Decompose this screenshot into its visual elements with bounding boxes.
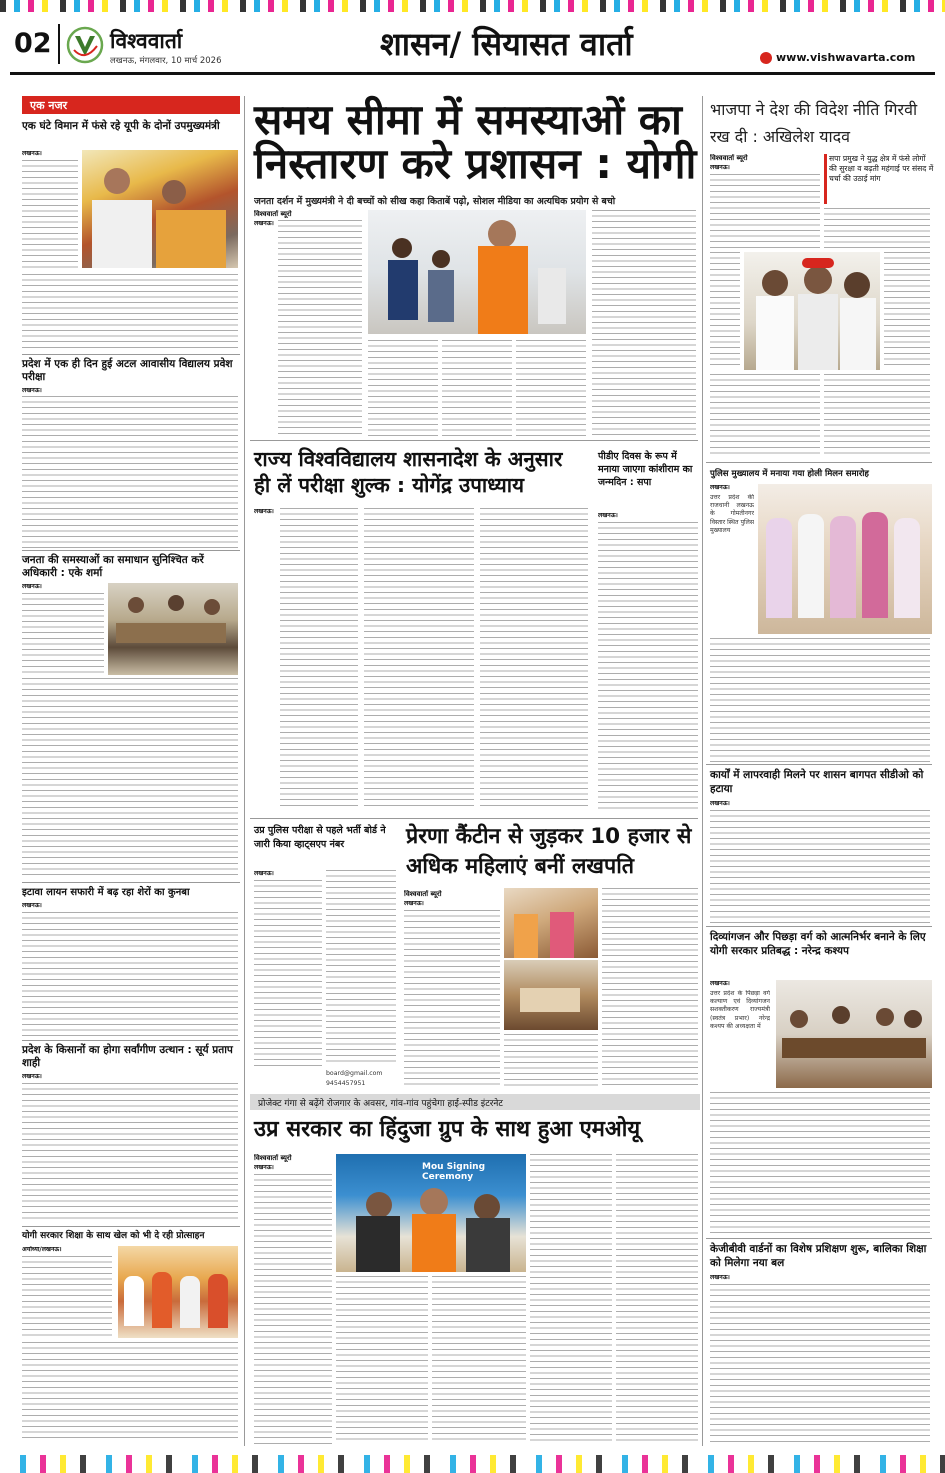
globe-icon bbox=[760, 52, 772, 64]
canteen-col-1 bbox=[404, 910, 500, 1086]
left-divider-3 bbox=[22, 882, 240, 883]
akhilesh-photo bbox=[744, 252, 880, 370]
left-story-1-text-b bbox=[22, 274, 238, 350]
baghpat-story bbox=[706, 766, 932, 926]
left-story-6-dateline: अयोध्या/लखनऊ। bbox=[22, 1246, 62, 1253]
dateline: लखनऊ, मंगलवार, 10 मार्च 2026 bbox=[110, 56, 222, 66]
mou-photo bbox=[336, 1154, 526, 1272]
left-story-1-title: एक घंटे विमान में फंसे रहे यूपी के दोनों उपमुख्यमंत्री bbox=[22, 120, 220, 132]
divyang-story bbox=[706, 928, 932, 1238]
holi-dateline: लखनऊ। bbox=[710, 484, 730, 491]
canteen-byline: विश्ववार्ता ब्यूरो bbox=[404, 890, 442, 898]
ek-nazar-box bbox=[22, 96, 240, 114]
lead-deck: जनता दर्शन में मुख्यमंत्री ने दी बच्चों को सीख कहा किताबें पढ़ो, सोशल मीडिया का अत्यधिक प्रयोग से बचो bbox=[254, 196, 616, 207]
left-story-2-text bbox=[22, 396, 238, 548]
left-story-1-text bbox=[22, 160, 78, 272]
police-story bbox=[250, 822, 398, 1092]
holi-caption: उत्तर प्रदेश की राजधानी लखनऊ के गोमतीनगर विस्तार स्थित पुलिस मुख्यालय bbox=[710, 494, 754, 534]
crop-marks-top bbox=[0, 0, 945, 12]
akhilesh-col-1 bbox=[710, 174, 820, 248]
university-story bbox=[250, 446, 592, 816]
lead-col-3-text bbox=[442, 340, 512, 436]
brand-name: विश्ववार्ता bbox=[110, 29, 183, 53]
canteen-photo-2 bbox=[504, 960, 598, 1030]
ek-nazar-label: एक नजर bbox=[30, 99, 68, 112]
lead-col-1-text bbox=[278, 220, 362, 436]
left-story-3-dateline: लखनऊ। bbox=[22, 583, 42, 590]
lead-headline-2: निस्तारण करे प्रशासन : योगी bbox=[254, 139, 697, 188]
akhilesh-story bbox=[706, 96, 932, 458]
left-story-3-text-b bbox=[22, 678, 238, 878]
column-divider-left bbox=[244, 96, 245, 1446]
canteen-headline-2: अधिक महिलाएं बनीं लखपति bbox=[406, 854, 635, 879]
left-story-1-dateline: लखनऊ। bbox=[22, 150, 42, 157]
left-story-5-dateline: लखनऊ। bbox=[22, 1073, 42, 1080]
left-story-6-title: योगी सरकार शिक्षा के साथ खेल को भी दे रही प्रोत्साहन bbox=[22, 1231, 205, 1241]
divider-baghpat bbox=[706, 764, 932, 765]
university-col-2 bbox=[364, 508, 474, 808]
left-story-3-text bbox=[22, 593, 104, 673]
holi-text bbox=[710, 638, 930, 762]
university-headline-2: ही लें परीक्षा शुल्क : योगेंद्र उपाध्याय bbox=[254, 473, 525, 497]
university-col-3 bbox=[480, 508, 588, 808]
mou-banner: Mou Signing Ceremony bbox=[422, 1162, 486, 1182]
police-email: board@gmail.com bbox=[326, 1070, 383, 1077]
left-story-4-text bbox=[22, 912, 238, 1036]
holi-photo bbox=[758, 484, 932, 634]
left-story-2-title: प्रदेश में एक ही दिन हुई अटल आवासीय विद्यालय प्रवेश परीक्षा bbox=[22, 358, 233, 383]
left-divider-1 bbox=[22, 354, 240, 355]
university-col-1 bbox=[280, 508, 358, 808]
left-story-6-text bbox=[22, 1256, 112, 1336]
divyang-dateline: लखनऊ। bbox=[710, 980, 730, 987]
akhilesh-pullquote-box bbox=[824, 154, 935, 204]
canteen-photo-1 bbox=[504, 888, 598, 958]
lead-headline-1: समय सीमा में समस्याओं का bbox=[254, 95, 682, 144]
canteen-dateline: लखनऊ। bbox=[404, 900, 424, 907]
police-col-2 bbox=[326, 870, 396, 1066]
mou-col-2 bbox=[336, 1276, 428, 1444]
akhilesh-col-4 bbox=[884, 252, 930, 368]
university-dateline: लखनऊ। bbox=[254, 508, 274, 515]
lead-story bbox=[250, 96, 698, 436]
mou-col-3 bbox=[432, 1276, 526, 1444]
lead-photo bbox=[368, 210, 586, 334]
left-divider-2 bbox=[22, 550, 240, 551]
kgbv-story bbox=[706, 1240, 932, 1446]
left-story-5-title: प्रदेश के किसानों का होगा सर्वांगीण उत्थान : सूर्य प्रताप शाही bbox=[22, 1044, 233, 1069]
akhilesh-col-6 bbox=[824, 374, 930, 454]
akhilesh-col-5 bbox=[710, 374, 820, 454]
mou-headline: उप्र सरकार का हिंदुजा ग्रुप के साथ हुआ एमओयू bbox=[254, 1117, 641, 1142]
holi-story bbox=[706, 464, 932, 764]
kgbv-dateline: लखनऊ। bbox=[710, 1274, 730, 1281]
lead-col-5-text bbox=[592, 210, 696, 436]
akhilesh-byline: विश्ववार्ता ब्यूरो bbox=[710, 154, 748, 162]
mou-kicker-bar bbox=[250, 1094, 700, 1110]
mou-col-5 bbox=[616, 1154, 698, 1444]
left-story-2-dateline: लखनऊ। bbox=[22, 387, 42, 394]
left-story-1-photo bbox=[82, 150, 238, 268]
lead-col-2-text bbox=[368, 340, 438, 436]
section-title: शासन/ सियासत वार्ता bbox=[380, 25, 633, 63]
masthead-underline bbox=[10, 72, 935, 75]
kgbv-headline: केजीबीवी वार्डनों का विशेष प्रशिक्षण शुरू, बालिका शिक्षा को मिलेगा नया बल bbox=[710, 1243, 927, 1269]
police-headline: उप्र पुलिस परीक्षा से पहले भर्ती बोर्ड ने जारी किया व्हाट्सएप नंबर bbox=[254, 825, 386, 850]
divyang-headline: दिव्यांगजन और पिछड़ा वर्ग को आत्मनिर्भर बनाने के लिए योगी सरकार प्रतिबद्ध : नरेन्द्र कश्यप bbox=[710, 931, 926, 957]
akhilesh-dateline: लखनऊ। bbox=[710, 164, 730, 171]
mou-dateline: लखनऊ। bbox=[254, 1164, 274, 1171]
akhilesh-pullquote: सपा प्रमुख ने युद्ध क्षेत्र में फंसे लोगों की सुरक्षा व बढ़ती महंगाई पर संसद में चर्चा की उठाई मांग bbox=[829, 154, 934, 183]
left-story-6-photo bbox=[118, 1246, 238, 1338]
baghpat-dateline: लखनऊ। bbox=[710, 800, 730, 807]
police-phone: 9454457951 bbox=[326, 1080, 366, 1087]
left-story-5-text bbox=[22, 1083, 238, 1223]
akhilesh-headline: भाजपा ने देश की विदेश नीति गिरवी रख दी : अखिलेश यादव bbox=[710, 100, 918, 146]
left-story-6-text-b bbox=[22, 1342, 238, 1442]
page-number: 02 bbox=[14, 28, 52, 59]
left-story-4-dateline: लखनऊ। bbox=[22, 902, 42, 909]
lead-col-4-text bbox=[516, 340, 586, 436]
divider-police bbox=[250, 818, 698, 819]
divyang-photo bbox=[776, 980, 932, 1088]
university-headline-1: राज्य विश्वविद्यालय शासनादेश के अनुसार bbox=[254, 447, 563, 471]
baghpat-text bbox=[710, 810, 930, 924]
divider-kgbv bbox=[706, 1238, 932, 1239]
police-dateline: लखनऊ। bbox=[254, 870, 274, 877]
divider-divyang bbox=[706, 926, 932, 927]
divyang-text bbox=[710, 1092, 930, 1236]
column-divider-right bbox=[702, 96, 703, 1446]
pda-text bbox=[598, 522, 698, 812]
divider-university bbox=[250, 440, 698, 441]
divider-holi bbox=[706, 462, 932, 463]
mou-col-1 bbox=[254, 1174, 332, 1444]
mou-byline: विश्ववार्ता ब्यूरो bbox=[254, 1154, 292, 1162]
brand-logo bbox=[66, 26, 104, 64]
crop-marks-bottom bbox=[0, 1455, 945, 1473]
canteen-col-2 bbox=[504, 1034, 598, 1086]
left-story-3-photo bbox=[108, 583, 238, 675]
left-story-3-title: जनता की समस्याओं का समाधान सुनिश्चित करें अधिकारी : एके शर्मा bbox=[22, 554, 204, 579]
lead-byline: विश्ववार्ता ब्यूरो bbox=[254, 210, 292, 218]
pda-headline: पीडीए दिवस के रूप में मनाया जाएगा कांशीराम का जन्मदिन : सपा bbox=[598, 451, 693, 488]
logo-v-icon bbox=[66, 26, 104, 64]
mou-kicker: प्रोजेक्ट गंगा से बढ़ेंगे रोजगार के अवसर, गांव-गांव पहुंचेगा हाई-स्पीड इंटरनेट bbox=[258, 1099, 503, 1109]
left-story-4-title: इटावा लायन सफारी में बढ़ रहा शेरों का कुनबा bbox=[22, 887, 190, 898]
canteen-col-3 bbox=[602, 888, 698, 1086]
left-column bbox=[22, 96, 240, 1446]
divyang-caption: उत्तर प्रदेश के पिछड़ा वर्ग कल्याण एवं दिव्यांगजन सशक्तीकरण राज्यमंत्री (स्वतंत्र प्रभार) नरेन्द्र कश्यप की अध्यक्षता में bbox=[710, 990, 770, 1030]
akhilesh-col-2 bbox=[824, 208, 930, 248]
website: www.vishwavarta.com bbox=[776, 51, 916, 64]
mou-col-4 bbox=[530, 1154, 612, 1444]
canteen-headline-1: प्रेरणा कैंटीन से जुड़कर 10 हजार से bbox=[406, 824, 692, 849]
baghpat-headline: कार्यों में लापरवाही मिलने पर शासन बागपत सीडीओ को हटाया bbox=[710, 769, 924, 795]
pda-dateline: लखनऊ। bbox=[598, 512, 618, 519]
masthead bbox=[0, 0, 945, 78]
police-col-1 bbox=[254, 880, 322, 1068]
left-divider-4 bbox=[22, 1040, 240, 1041]
masthead-divider bbox=[58, 24, 60, 64]
holi-headline: पुलिस मुख्यालय में मनाया गया होली मिलन समारोह bbox=[710, 469, 869, 479]
lead-dateline: लखनऊ। bbox=[254, 220, 274, 227]
pda-story bbox=[596, 446, 700, 816]
akhilesh-col-3 bbox=[710, 252, 740, 368]
kgbv-text bbox=[710, 1284, 930, 1444]
left-divider-5 bbox=[22, 1226, 240, 1227]
